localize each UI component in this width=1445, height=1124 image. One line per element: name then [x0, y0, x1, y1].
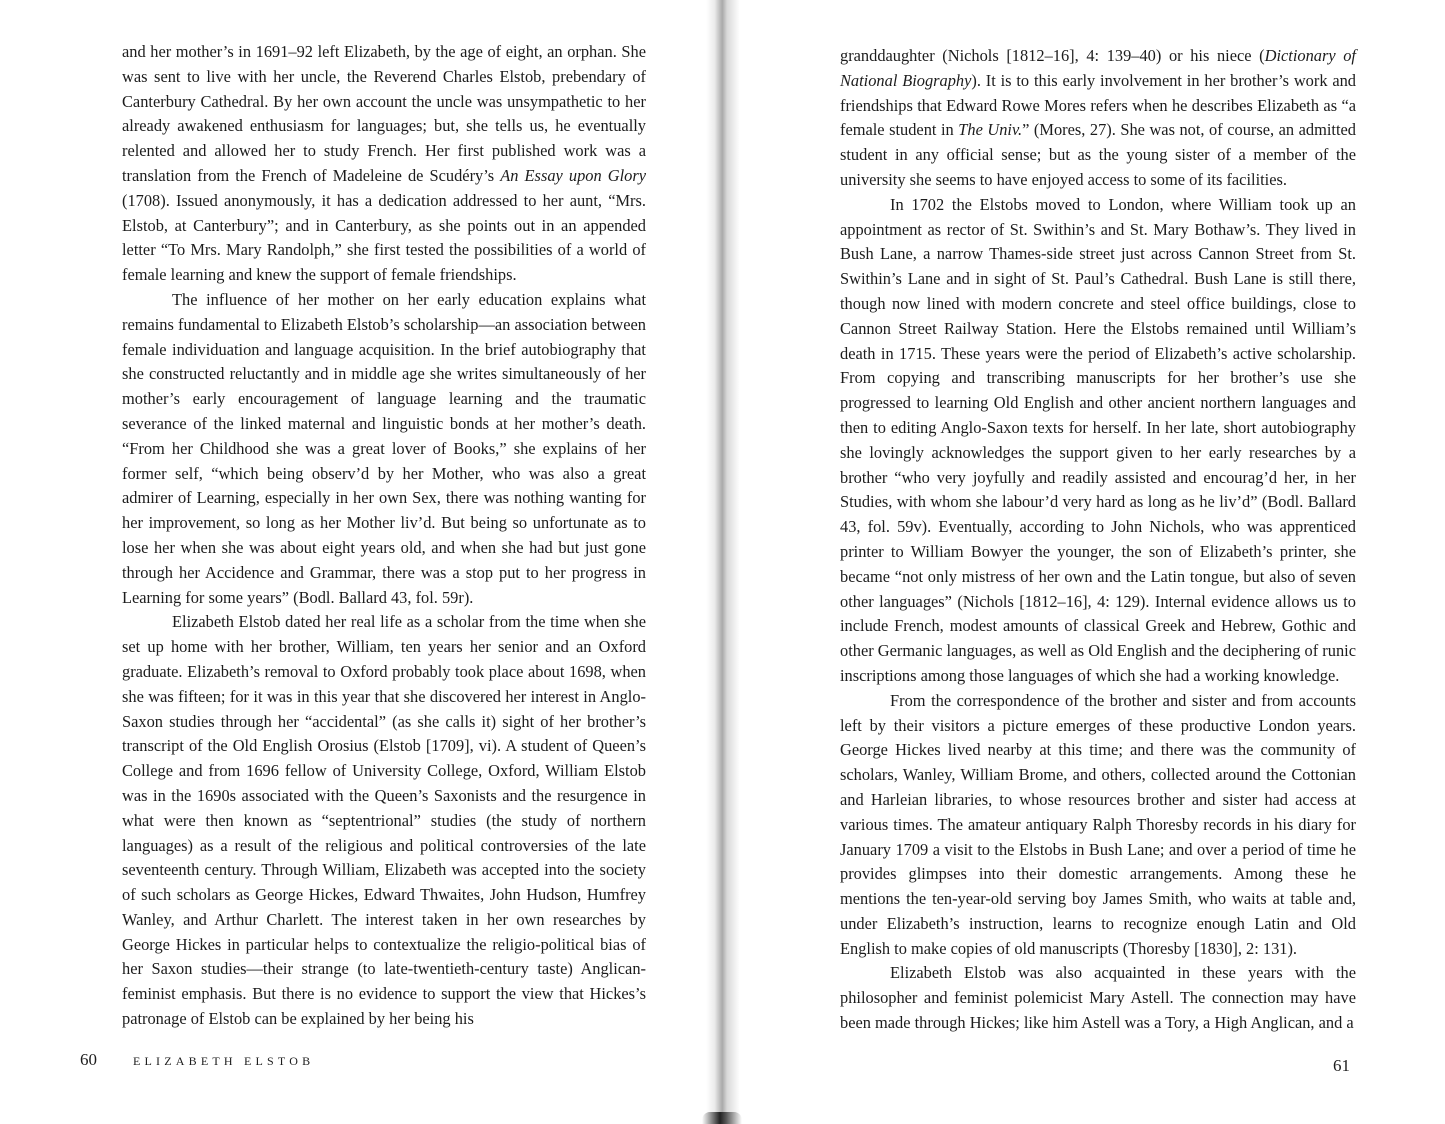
- left-paragraph-3: Elizabeth Elstob dated her real life as a scholar from the time when she set up home with her brother, William, ten years her senior and an Oxford graduate. Elizabeth’s removal to Oxford probably took place about 1698, when she was fifteen; for it was in this year that she discovered her interest in Anglo-Saxon studies through her “accidental” (as she calls it) sight of her brother’s transcript of the Old English Orosius (Elstob [1709], vi). A student of Queen’s College and from 1696 fellow of University College, Oxford, William Elstob was in the 1690s associated with the Queen’s Saxonists and the resurgence in what were then known as “septentrional” studies (the study of northern languages) as a result of the religious and political controversies of the late seventeenth century. Through William, Elizabeth was accepted into the society of such scholars as George Hickes, Edward Thwaites, John Hudson, Humfrey Wanley, and Arthur Charlett. The interest taken in her own researches by George Hickes in particular helps to contextualize the religio-political bias of her Saxon studies—their strange (to late-twentieth-century taste) Anglican-feminist emphasis. But there is no evidence to support the view that Hickes’s patronage of Elstob can be explained by her being his: [122, 612, 646, 1029]
- right-paragraph-4: Elizabeth Elstob was also acquainted in these years with the philosopher and feminist polemicist Mary Astell. The connection may have been made through Hickes; like him Astell was a Tory, a High Anglican, and a: [840, 963, 1356, 1033]
- left-paragraph-2: The influence of her mother on her early education explains what remains fundamental to Elizabeth Elstob’s scholarship—an association between female individuation and language acquisition. In the brief autobiography that she constructed reluctantly and in middle age she writes simultaneously of her mother’s early encouragement of language learning and the traumatic severance of the linked maternal and linguistic bonds at her mother’s death. “From her Childhood she was a great lover of Books,” she explains of her former self, “which being observ’d by her Mother, who was also a great admirer of Learning, especially in her own Sex, there was nothing wanting for her improvement, so long as her Mother liv’d. But being so unfortunate as to lose her when she was about eight years old, and when she had but just gone through her Accidence and Grammar, there was a stop put to her progress in Learning for some years” (Bodl. Ballard 43, fol. 59r).: [122, 289, 646, 607]
- right-paragraph-2: In 1702 the Elstobs moved to London, where William took up an appointment as rector of St. Swithin’s and St. Mary Bothaw’s. They lived in Bush Lane, a narrow Thames-side street just across Cannon Street from St. Swithin’s Lane and in sight of St. Paul’s Cathedral. Bush Lane is still there, though now lined with modern concrete and steel office buildings, close to Cannon Street Railway Station. Here the Elstobs remained until William’s death in 1715. These years were the period of Elizabeth’s active scholarship. From copying and transcribing manuscripts for her brother’s use she progressed to learning Old English and other ancient northern languages and then to editing Anglo-Saxon texts for herself. In her late, short autobiography she lovingly acknowledges the support given to her early researches by a brother “who very joyfully and readily assisted and encourag’d her, in her Studies, with whom she labour’d very hard as long as he liv’d” (Bodl. Ballard 43, fol. 59v). Eventually, according to John Nichols, who was apprenticed printer to William Bowyer the younger, the son of Elizabeth’s printer, she became “not only mistress of her own and the Latin tongue, but also of seven other languages” (Nichols [1812–16], 4: 129). Internal evidence allows us to include French, modest amounts of classical Greek and Hebrew, Gothic and other Germanic languages, as well as Old English and the deciphering of runic inscriptions among those languages of which she had a working knowledge.: [840, 194, 1356, 685]
- gutter-shadow: [702, 1112, 742, 1124]
- right-paragraph-3: From the correspondence of the brother and sister and from accounts left by their visitors a picture emerges of these productive London years. George Hickes lived nearby at this time; and there was the community of scholars, Wanley, William Brome, and others, collected around the Cottonian and Harleian libraries, to whose resources brother and sister had access at various times. The amateur antiquary Ralph Thoresby records in his diary for January 1709 a visit to the Elstobs in Bush Lane; and over a period of time he provides glimpses into their domestic arrangements. Among these he mentions the ten-year-old serving boy James Smith, who waits at table and, under Elizabeth’s instruction, learns to recognize enough Latin and Old English to make copies of old manuscripts (Thoresby [1830], 2: 131).: [840, 690, 1356, 958]
- left-paragraph-1: and her mother’s in 1691–92 left Elizabeth, by the age of eight, an orphan. She was sent to live with her uncle, the Reverend Charles Elstob, prebendary of Canterbury Cathedral. By her own account the uncle was unsympathetic to her already awakened enthusiasm for languages; but, she tells us, he eventually relented and allowed her to study French. Her first published work was a translation from the French of Madeleine de Scudéry’s An Essay upon Glory (1708). Issued anonymously, it has a dedication addressed to her aunt, “Mrs. Elstob, at Canterbury”; and in Canterbury, as she points out in an appended letter “To Mrs. Mary Randolph,” she first tested the possibilities of a world of female learning and knew the support of female friendships.: [122, 42, 646, 285]
- right-page-number: 61: [1333, 1056, 1350, 1075]
- running-head: ELIZABETH ELSTOB: [133, 1054, 315, 1068]
- right-paragraph-1: granddaughter (Nichols [1812–16], 4: 139–40) or his niece (Dictionary of National Biography). It is to this early involvement in her brother’s work and friendships that Edward Rowe Mores refers when he describes Elizabeth as “a female student in The Univ.” (Mores, 27). She was not, of course, an admitted student in any official sense; but as the young sister of a member of the university she seems to have enjoyed access to some of its facilities.: [840, 46, 1356, 189]
- left-page-number: 60: [80, 1050, 97, 1069]
- right-page-body: [840, 44, 1356, 1036]
- book-gutter: [706, 0, 740, 1124]
- left-page-body: [122, 40, 646, 1032]
